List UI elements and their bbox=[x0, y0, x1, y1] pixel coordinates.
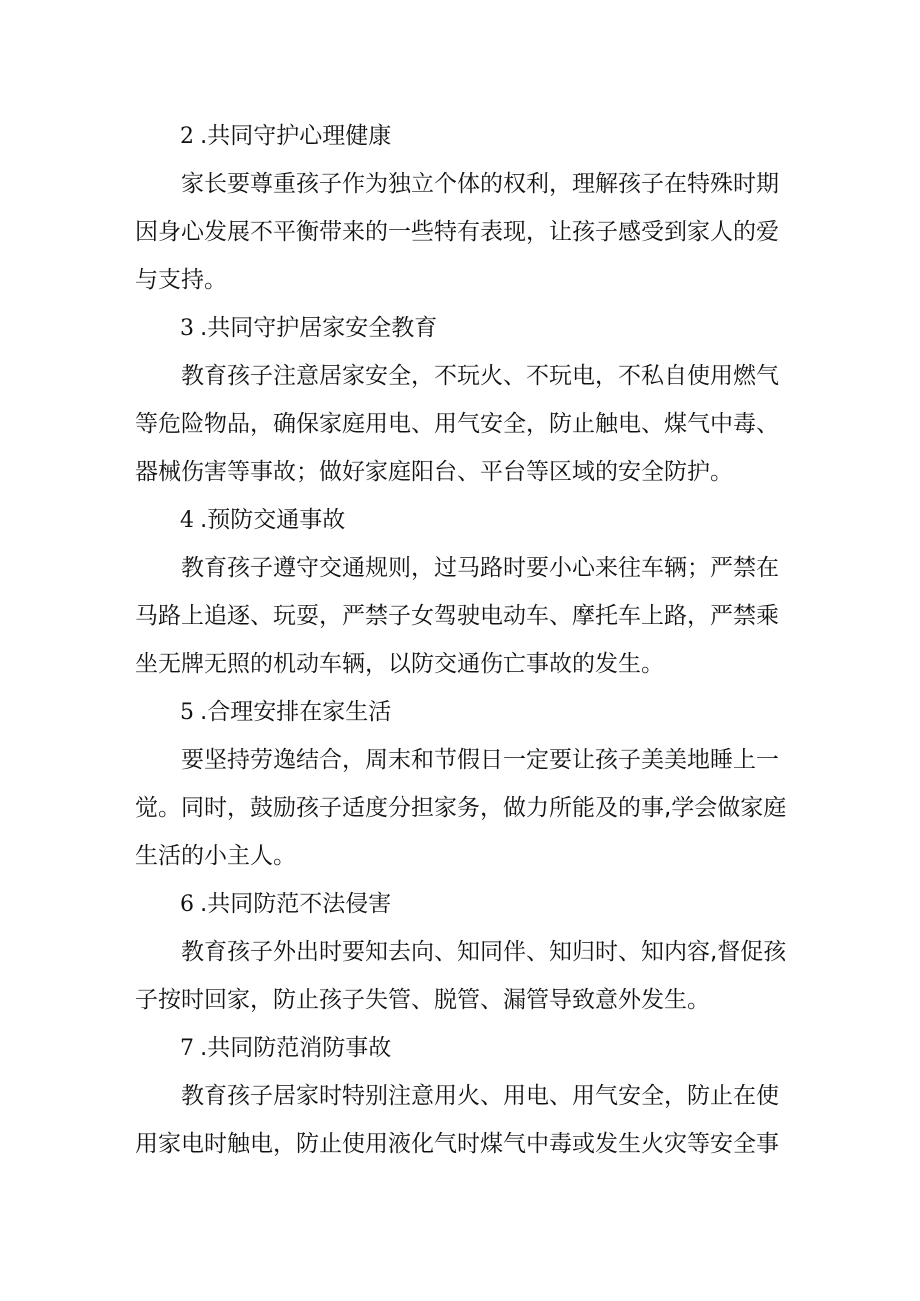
section-5 bbox=[0, 688, 920, 880]
section-paragraph: 教育孩子遵守交通规则，过马路时要小心来往车辆；严禁在马路上追逐、玩耍，严禁子女驾驶电动车、摩托车上路，严禁乘坐无牌无照的机动车辆，以防交通伤亡事故的发生。 bbox=[135, 555, 779, 677]
section-heading bbox=[180, 880, 920, 928]
section-paragraph: 教育孩子居家时特别注意用火、用电、用气安全，防止在使用家电时触电，防止使用液化气时煤气中毒或发生火灾等安全事 bbox=[135, 1083, 779, 1157]
section-number: 2 bbox=[180, 124, 194, 149]
section-heading bbox=[180, 304, 920, 352]
section-number: 5 bbox=[180, 700, 194, 725]
section-title: .共同防范消防事故 bbox=[200, 1035, 392, 1061]
section-number: 4 bbox=[180, 508, 194, 533]
section-title: .合理安排在家生活 bbox=[200, 699, 392, 725]
section-4 bbox=[0, 496, 920, 688]
section-number: 7 bbox=[180, 1036, 194, 1061]
section-title: .共同守护心理健康 bbox=[200, 123, 392, 149]
section-6 bbox=[0, 880, 920, 1024]
section-2 bbox=[0, 112, 920, 304]
section-heading bbox=[180, 1024, 920, 1072]
section-title: .共同守护居家安全教育 bbox=[200, 315, 438, 341]
section-heading bbox=[180, 112, 920, 160]
section-title: .预防交通事故 bbox=[200, 507, 346, 533]
section-7 bbox=[0, 1024, 920, 1168]
section-heading bbox=[180, 496, 920, 544]
section-paragraph: 要坚持劳逸结合，周末和节假日一定要让孩子美美地睡上一觉。同时，鼓励孩子适度分担家务，做力所能及的事,学会做家庭生活的小主人。 bbox=[135, 747, 787, 869]
section-number: 6 bbox=[180, 892, 194, 917]
section-title: .共同防范不法侵害 bbox=[200, 891, 392, 917]
section-heading bbox=[180, 688, 920, 736]
section-number: 3 bbox=[180, 316, 194, 341]
section-paragraph: 家长要尊重孩子作为独立个体的权利，理解孩子在特殊时期因身心发展不平衡带来的一些特有表现，让孩子感受到家人的爱与支持。 bbox=[135, 171, 779, 293]
section-3 bbox=[0, 304, 920, 496]
section-paragraph: 教育孩子注意居家安全，不玩火、不玩电，不私自使用燃气等危险物品，确保家庭用电、用气安全，防止触电、煤气中毒、器械伤害等事故；做好家庭阳台、平台等区域的安全防护。 bbox=[135, 363, 779, 485]
document-content bbox=[0, 112, 920, 1168]
section-paragraph: 教育孩子外出时要知去向、知同伴、知归时、知内容,督促孩子按时回家，防止孩子失管、脱管、漏管导致意外发生。 bbox=[135, 939, 787, 1013]
